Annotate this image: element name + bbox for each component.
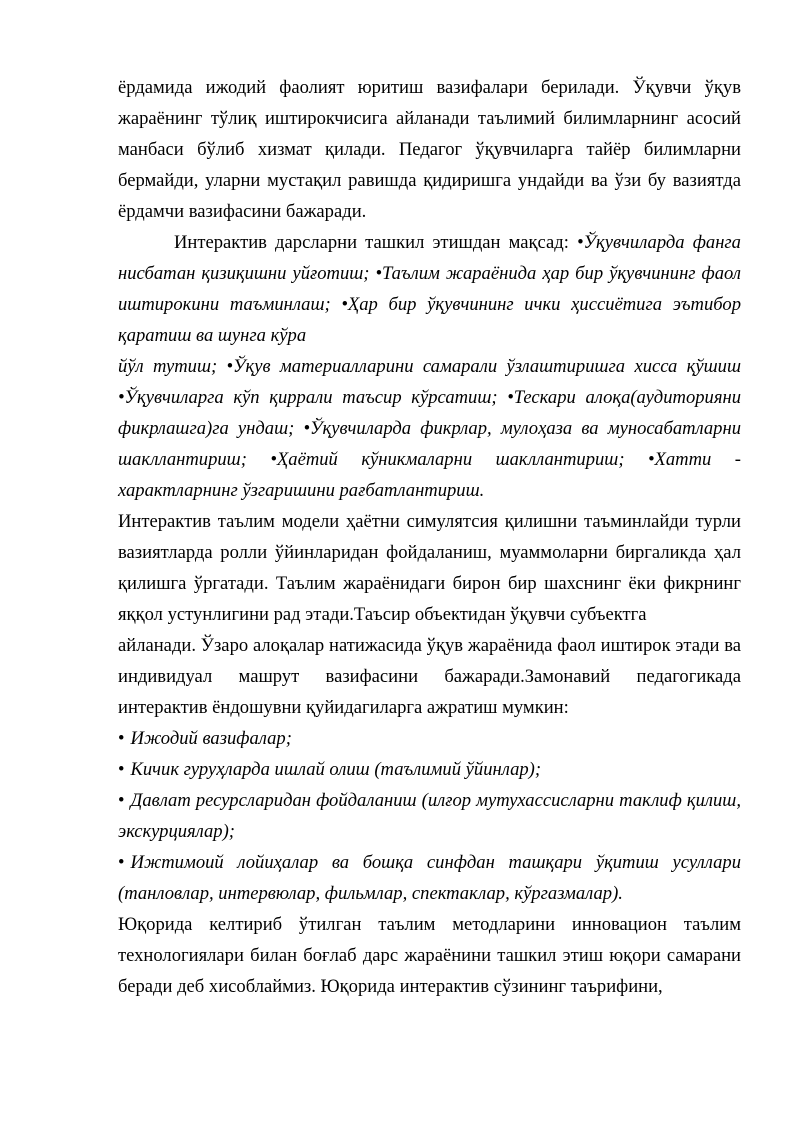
document-page (118, 72, 741, 1002)
bullet-text: Давлат ресурсларидан фойдаланиш (илғор мутухассисларни таклиф қилиш, экскурциялар); (118, 790, 741, 842)
paragraph-interactive-model: Интерактив таълим модели ҳаётни симулятсия қилишни таъминлайди турли вазиятларда ролли ўйинларидан фойдаланиш, муаммоларни биргаликда ҳал қилишга ўргатади. Таълим жараёнидаги бирон бир шахснинг ёки фикрнинг яққол устунлигини рад этади.Таъсир объектидан ўқувчи субъектга (118, 511, 741, 625)
bullet-mark: • (118, 852, 125, 873)
paragraph-goals (118, 227, 741, 351)
bullet-text: Ижодий вазифалар; (130, 728, 292, 749)
paragraph-interactive-model-continued: айланади. Ўзаро алоқалар натижасида ўқув жараёнида фаол иштирок этади ва индивидуал машрут вазифасини бажаради.Замонавий педагогикада интерактив ёндошувни қуйидагиларга ажратиш мумкин: (118, 635, 741, 718)
paragraph-conclusion: Юқорида келтириб ўтилган таълим методларини инновацион таълим технологиялари билан боғлаб дарс жараёнини ташкил этиш юқори самарани беради деб хисоблаймиз. Юқорида интерактив сўзининг таърифини, (118, 914, 741, 997)
bullet-item (118, 785, 741, 847)
goals-intro: Интерактив дарсларни ташкил этишдан мақсад: (174, 232, 577, 253)
bullet-item (118, 723, 741, 754)
bullet-text: Ижтимоий лойиҳалар ва бошқа синфдан ташқари ўқитиш усуллари (танловлар, интервюлар, фильмлар, спектаклар, кўргазмалар). (118, 852, 741, 904)
bullet-mark: • (118, 759, 125, 780)
paragraph-goals-continued: йўл тутиш; •Ўқув материалларини самарали ўзлаштиришга хисса қўшиш •Ўқувчиларга кўп қиррали таъсир кўрсатиш; •Тескари алоқа(аудиторияни фикрлашга)га ундаш; •Ўқувчиларда фикрлар, мулоҳаза ва муносабатларни шакллантириш; •Ҳаётий кўникмаларни шакллантириш; •Хатти - характларнинг ўзгаришини рағбатлантириш. (118, 356, 741, 501)
bullet-item (118, 847, 741, 909)
bullet-text: Кичик гуруҳларда ишлай олиш (таълимий ўйинлар); (130, 759, 542, 780)
bullet-mark: • (118, 790, 125, 811)
paragraph-1: ёрдамида ижодий фаолият юритиш вазифалари берилади. Ўқувчи ўқув жараёнинг тўлиқ иштирокчисига айланади таълимий билимларнинг асосий манбаси бўлиб хизмат қилади. Педагог ўқувчиларга тайёр билимларни бермайди, уларни мустақил равишда қидиришга ундайди ва ўзи бу вазиятда ёрдамчи вазифасини бажаради. (118, 77, 741, 222)
bullet-mark: • (118, 728, 125, 749)
goals-list-part-1: •Ўқувчиларда фанга нисбатан қизиқишни уйғотиш; •Таълим жараёнида ҳар бир ўқувчининг фаол иштирокини таъминлаш; •Ҳар бир ўқувчининг ички ҳиссиётига эътибор қаратиш ва шунга кўра (118, 232, 741, 346)
bullet-item (118, 754, 741, 785)
